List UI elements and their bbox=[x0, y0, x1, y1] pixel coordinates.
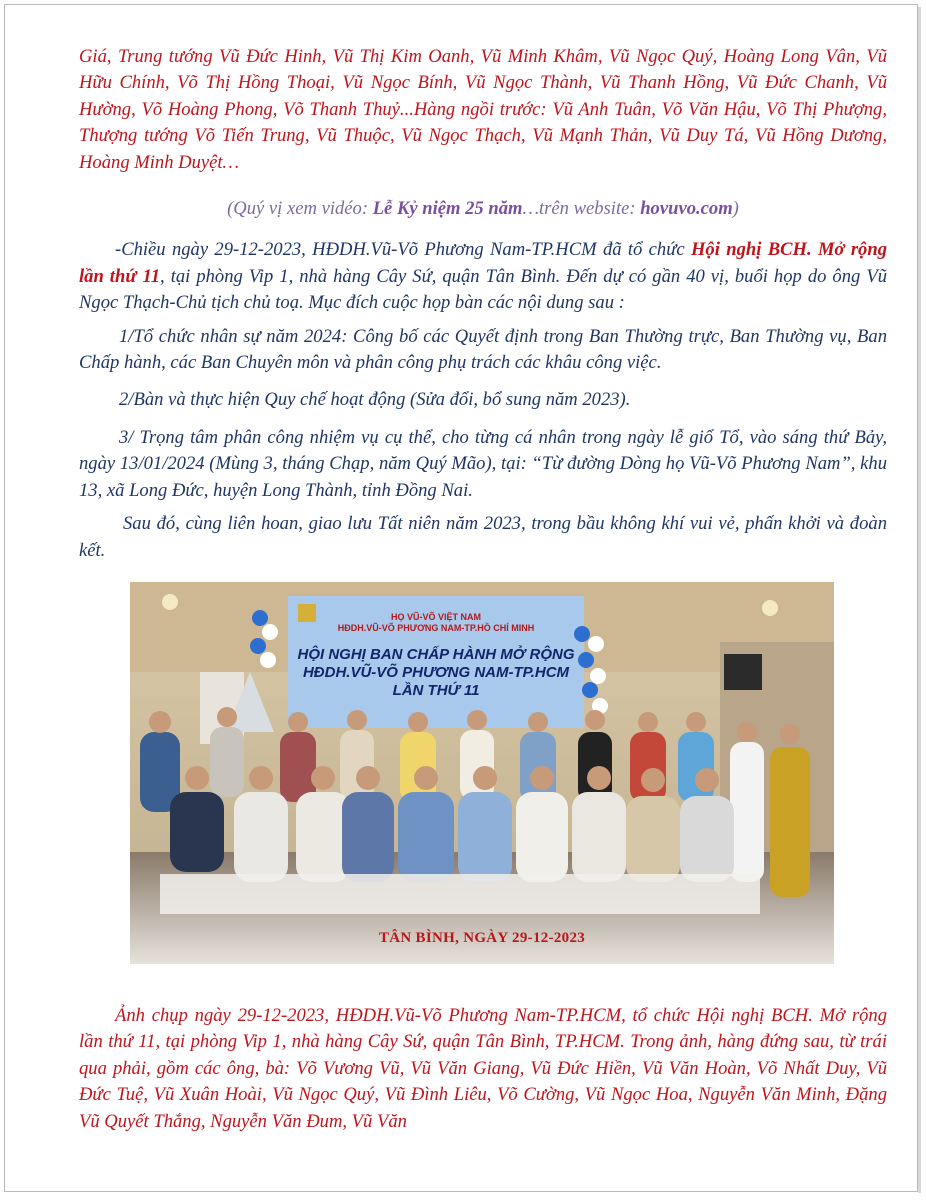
group-photo bbox=[130, 582, 834, 964]
paragraph-item-1: 1/Tổ chức nhân sự năm 2024: Công bố các Quyết định trong Ban Thường trực, Ban Thường vụ, Ban Chấp hành, các Ban Chuyên môn và phân công phụ trách các khâu công việc. bbox=[79, 325, 887, 374]
banner-title-3: LẦN THỨ 11 bbox=[392, 682, 480, 699]
photo-caption: TÂN BÌNH, NGÀY 29-12-2023 bbox=[378, 930, 586, 946]
video-title-link[interactable]: Lễ Kỷ niệm 25 năm bbox=[372, 198, 523, 220]
paragraph-photo-caption: Ảnh chụp ngày 29-12-2023, HĐDH.Vũ-Võ Phương Nam-TP.HCM, tổ chức Hội nghị BCH. Mở rộng lần thứ 11, tại phòng Vip 1, nhà hàng Cây Sứ, quận Tân Bình, TP.HCM. Trong ảnh, hàng đứng sau, từ trái qua phải, gồm các ông, bà: Võ Vương Vũ, Vũ Văn Giang, Vũ Đức Hiền, Vũ Văn Hoàn, Võ Nhất Duy, Vũ Đức Tuệ, Vũ Xuân Hoài, Vũ Ngọc Quý, Vũ Đình Liêu, Võ Cường, Vũ Ngọc Hoa, Nguyễn Văn Minh, Đặng Vũ Quyết Thắng, Nguyễn Văn Đum, Vũ Văn bbox=[79, 1005, 887, 1132]
document-body bbox=[79, 44, 887, 564]
video-note-prefix: (Quý vị xem vidéo: bbox=[227, 198, 373, 220]
website-link[interactable]: hovuvo.com bbox=[640, 198, 733, 220]
meeting-intro-end: , tại phòng Vip 1, nhà hàng Cây Sứ, quận Tân Bình. Đến dự có gần 40 vị, buổi họp do ông Vũ Ngọc Thạch-Chủ tịch chủ toạ. Mục đích cuộc họp bàn các nội dung sau : bbox=[79, 265, 887, 314]
banner-line-1: HỌ VŨ-VÕ VIỆT NAM bbox=[390, 612, 481, 622]
video-note-mid: …trên website: bbox=[522, 198, 641, 220]
meeting-name: Hội nghị BCH. Mở rộng lần thứ 11 bbox=[79, 239, 887, 287]
meeting-intro-start: -Chiều ngày 29-12-2023, HĐDH.Vũ-Võ Phương Nam-TP.HCM đã tổ chức bbox=[115, 239, 691, 261]
banner-title-1: HỘI NGHỊ BAN CHẤP HÀNH MỞ RỘNG bbox=[297, 646, 575, 663]
paragraph-closing: Sau đó, cùng liên hoan, giao lưu Tất niên năm 2023, trong bầu không khí vui vẻ, phấn khởi và đoàn kết. bbox=[79, 513, 887, 561]
video-note bbox=[79, 196, 887, 222]
banner-title-2: HĐDH.VŨ-VÕ PHƯƠNG NAM-TP.HCM bbox=[302, 664, 570, 681]
paragraph-attendees-continued: Giá, Trung tướng Vũ Đức Hinh, Vũ Thị Kim Oanh, Vũ Minh Khâm, Vũ Ngọc Quý, Hoàng Long Vân, Vũ Hữu Chính, Võ Thị Hồng Thoại, Vũ Ngọc Bính, Vũ Ngọc Thành, Vũ Thanh Hồng, Vũ Đức Chanh, Vũ Hường, Võ Hoàng Phong, Võ Thanh Thuỷ...Hàng ngồi trước: Vũ Anh Tuân, Võ Văn Hậu, Võ Thị Phượng, Thượng tướng Võ Tiến Trung, Vũ Thuộc, Vũ Ngọc Thạch, Vũ Mạnh Thản, Vũ Duy Tá, Vũ Hồng Dương, Hoàng Minh Duyệt… bbox=[79, 46, 887, 173]
video-note-suffix: ) bbox=[732, 198, 739, 220]
paragraph-item-2: 2/Bàn và thực hiện Quy chế hoạt động (Sửa đổi, bổ sung năm 2023). bbox=[119, 389, 631, 411]
paragraph-meeting-intro bbox=[79, 237, 887, 316]
paragraph-item-3: 3/ Trọng tâm phân công nhiệm vụ cụ thể, cho từng cá nhân trong ngày lễ giổ Tổ, vào sáng thứ Bảy, ngày 13/01/2024 (Mùng 3, tháng Chạp, năm Quý Mão), tại: “Từ đường Dòng họ Vũ-Võ Phương Nam”, khu 13, xã Long Đức, huyện Long Thành, tỉnh Đồng Nai. bbox=[79, 426, 887, 501]
photo-banner bbox=[288, 582, 584, 722]
banner-line-2: HĐDH.VŨ-VÕ PHƯƠNG NAM-TP.HỒ CHÍ MINH bbox=[337, 623, 535, 633]
photo-description bbox=[79, 1003, 887, 1135]
